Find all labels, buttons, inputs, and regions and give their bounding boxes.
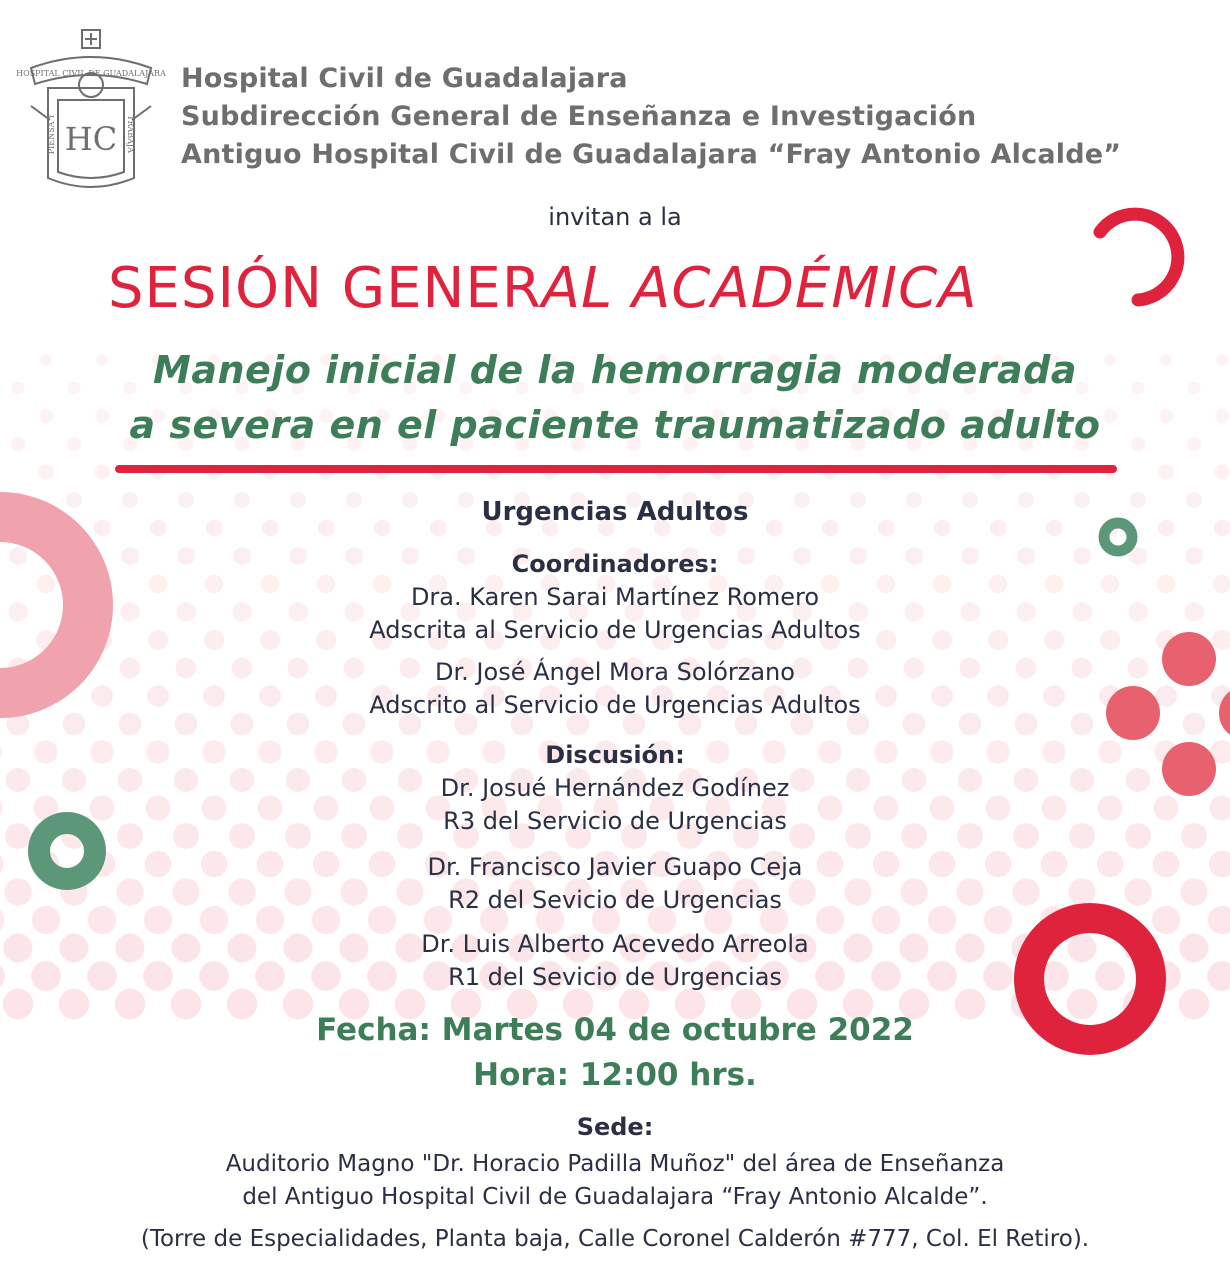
venue-line-2: del Antiguo Hospital Civil de Guadalajara “Fray Antonio Alcalde”.: [242, 1184, 988, 1210]
institution-line-3: Antiguo Hospital Civil de Guadalajara “Fray Antonio Alcalde”: [181, 139, 1122, 170]
discussion-heading: Discusión:: [545, 741, 685, 769]
discussant-role: R3 del Servicio de Urgencias: [443, 807, 787, 835]
discussant-name: Dr. Francisco Javier Guapo Ceja: [427, 853, 803, 881]
event-title: [108, 256, 978, 321]
discussant-role: R2 del Sevicio de Urgencias: [448, 886, 782, 914]
venue-address: (Torre de Especialidades, Planta baja, Calle Coronel Calderón #777, Col. El Retiro).: [140, 1226, 1090, 1252]
topic-line-2: a severa en el paciente traumatizado adulto: [129, 403, 1101, 447]
venue-heading: Sede:: [576, 1113, 654, 1141]
institution-line-1: Hospital Civil de Guadalajara: [181, 63, 628, 94]
coordinator-name: Dr. José Ángel Mora Solórzano: [435, 658, 795, 686]
event-time: Hora: 12:00 hrs.: [473, 1057, 757, 1093]
coordinator-role: Adscrito al Servicio de Urgencias Adultos: [369, 691, 861, 719]
institution-line-2: Subdirección General de Enseñanza e Investigación: [181, 101, 977, 132]
discussant-name: Dr. Josué Hernández Godínez: [440, 774, 790, 802]
topic-line-1: Manejo inicial de la hemorragia moderada: [153, 348, 1077, 392]
discussant-role: R1 del Sevicio de Urgencias: [448, 963, 782, 991]
event-title-part-2: AL ACADÉMICA: [541, 256, 978, 321]
logo-monogram: HC: [64, 120, 118, 158]
coordinators-heading: Coordinadores:: [511, 550, 719, 578]
hospital-crest-logo: [16, 28, 166, 194]
discussant-name: Dr. Luis Alberto Acevedo Arreola: [421, 930, 809, 958]
small-green-ring-decoration: [1104, 523, 1132, 551]
event-date: Fecha: Martes 04 de octubre 2022: [316, 1012, 914, 1048]
logo-left-motto: PIENSA Y: [47, 113, 56, 155]
coordinator-role: Adscrita al Servicio de Urgencias Adultos: [369, 616, 861, 644]
divider: [115, 465, 1117, 473]
event-title-part-1: SESIÓN GENER: [108, 256, 542, 321]
logo-banner-text: HOSPITAL CIVIL DE GUADALAJARA: [16, 69, 166, 78]
coordinator-name: Dra. Karen Sarai Martínez Romero: [410, 583, 820, 611]
venue-line-1: Auditorio Magno "Dr. Horacio Padilla Muñoz" del área de Enseñanza: [225, 1151, 1005, 1177]
invite-text: invitan a la: [548, 203, 682, 231]
department: Urgencias Adultos: [481, 497, 749, 527]
logo-right-motto: TRABAJA: [126, 115, 135, 153]
